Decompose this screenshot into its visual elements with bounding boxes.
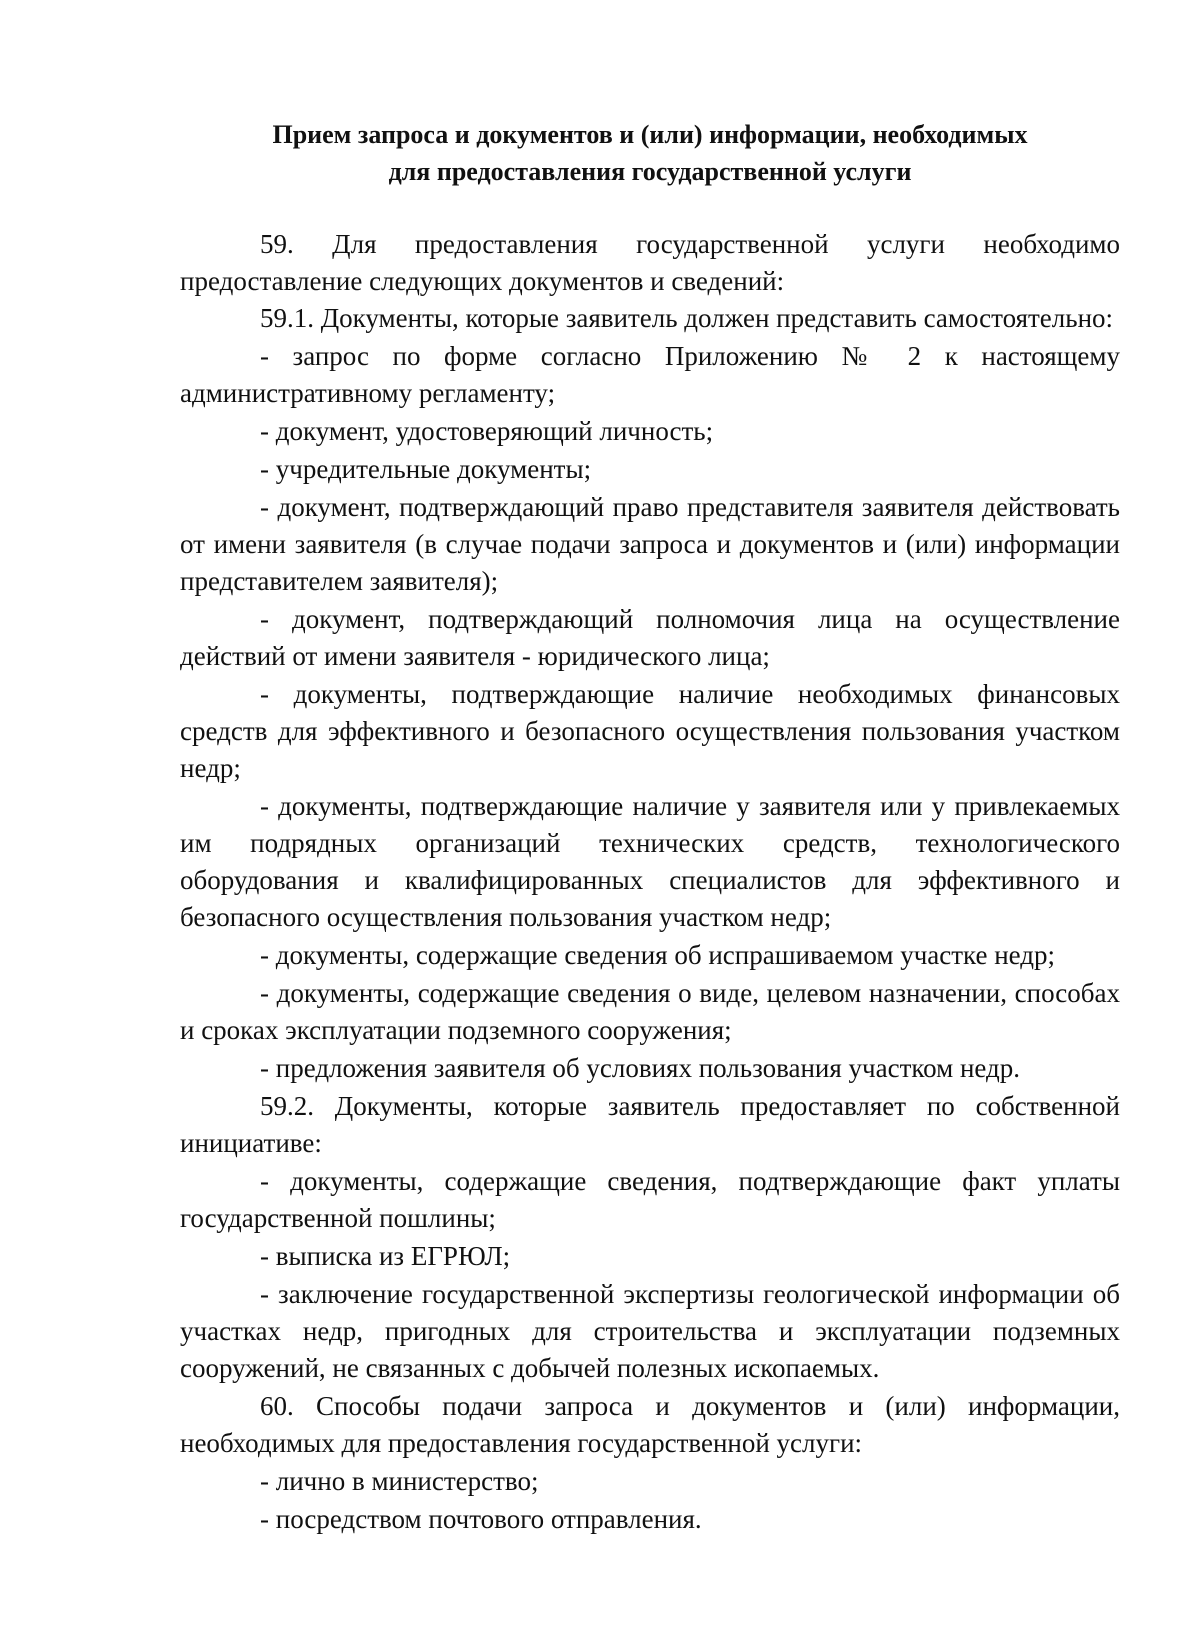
- list-item-technical-means: - документы, подтверждающие наличие у заявителя или у привлекаемых им подрядных организаций технических средств, технологического оборудования и квалифицированных специалистов для эффективного и безопасного осуществления пользования участком недр;: [180, 791, 1120, 932]
- list-item-legal-entity-authority: - документ, подтверждающий полномочия лица на осуществление действий от имени заявителя - юридического лица;: [180, 604, 1120, 671]
- list-item-request-form: - запрос по форме согласно Приложению № 2 к настоящему административному регламенту;: [180, 341, 1120, 408]
- paragraph-59-1: 59.1. Документы, которые заявитель должен представить самостоятельно:: [260, 303, 1114, 333]
- list-item-founding-documents: - учредительные документы;: [260, 454, 592, 484]
- list-item-financial-means: - документы, подтверждающие наличие необходимых финансовых средств для эффективного и безопасного осуществления пользования участком недр;: [180, 679, 1120, 783]
- paragraph-60: 60. Способы подачи запроса и документов и (или) информации, необходимых для предоставления государственной услуги:: [180, 1391, 1120, 1458]
- list-item-subsoil-plot-info: - документы, содержащие сведения об испрашиваемом участке недр;: [260, 940, 1056, 970]
- document-body: [180, 226, 1120, 1538]
- list-item-in-person: - лично в министерство;: [260, 1466, 539, 1496]
- paragraph-59-2: 59.2. Документы, которые заявитель предоставляет по собственной инициативе:: [180, 1091, 1120, 1158]
- section-heading: [180, 116, 1120, 190]
- list-item-structure-info: - документы, содержащие сведения о виде, целевом назначении, способах и сроках эксплуатации подземного сооружения;: [180, 978, 1120, 1045]
- heading-line-1: Прием запроса и документов и (или) информации, необходимых: [272, 120, 1028, 149]
- list-item-representative-authority: - документ, подтверждающий право представителя заявителя действовать от имени заявителя (в случае подачи запроса и документов и (или) информации представителем заявителя);: [180, 492, 1120, 596]
- list-item-egrul-extract: - выписка из ЕГРЮЛ;: [260, 1241, 511, 1271]
- paragraph-59: 59. Для предоставления государственной услуги необходимо предоставление следующих документов и сведений:: [180, 229, 1120, 296]
- list-item-identity-document: - документ, удостоверяющий личность;: [260, 416, 714, 446]
- list-item-expertise-conclusion: - заключение государственной экспертизы геологической информации об участках недр, пригодных для строительства и эксплуатации подземных сооружений, не связанных с добычей полезных ископаемых.: [180, 1279, 1120, 1383]
- heading-line-2: для предоставления государственной услуги: [388, 157, 912, 186]
- list-item-by-post: - посредством почтового отправления.: [260, 1504, 702, 1534]
- list-item-fee-payment: - документы, содержащие сведения, подтверждающие факт уплаты государственной пошлины;: [180, 1166, 1120, 1233]
- list-item-usage-proposals: - предложения заявителя об условиях пользования участком недр.: [260, 1053, 1021, 1083]
